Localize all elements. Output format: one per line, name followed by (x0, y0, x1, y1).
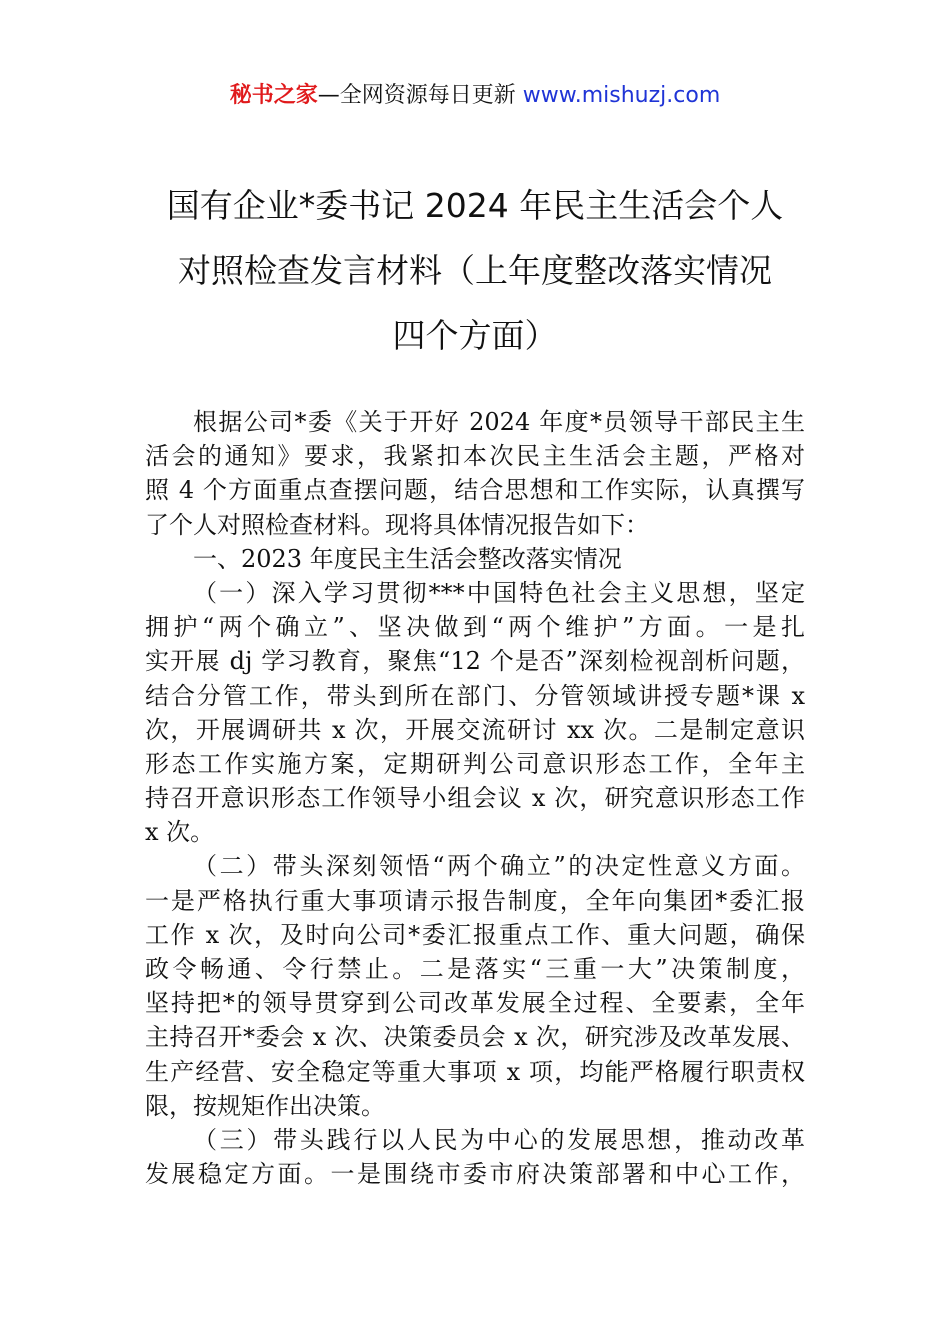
paragraph-line: （一）深入学习贯彻***中国特色社会主义思想，坚定 (193, 578, 805, 607)
header-tagline: —全网资源每日更新 (317, 83, 523, 108)
paragraph-line: 照 4 个方面重点查摆问题，结合思想和工作实际，认真撰写 (145, 476, 805, 505)
paragraph-line: 了个人对照检查材料。现将具体情况报告如下： (145, 510, 649, 539)
title-line: 四个方面） (392, 316, 558, 355)
paragraph-line: 一是严格执行重大事项请示报告制度，全年向集团*委汇报 (145, 886, 805, 915)
paragraph-line: （三）带头践行以人民为中心的发展思想，推动改革 (193, 1125, 805, 1154)
paragraph-line: 次，开展调研共 x 次，开展交流研讨 xx 次。二是制定意识 (145, 715, 805, 744)
paragraph-line: 生产经营、安全稳定等重大事项 x 项，均能严格履行职责权 (145, 1057, 805, 1086)
paragraph-line: x 次。 (145, 818, 215, 847)
paragraph-line: 拥护“两个确立”、坚决做到“两个维护”方面。一是扎 (145, 613, 805, 642)
paragraph-line: 实开展 dj 学习教育，聚焦“12 个是否”深刻检视剖析问题， (145, 647, 805, 676)
paragraph-line: 坚持把*的领导贯穿到公司改革发展全过程、全要素，全年 (145, 989, 805, 1018)
paragraph-line: （二）带头深刻领悟“两个确立”的决定性意义方面。 (193, 852, 805, 881)
paragraph-line: 根据公司*委《关于开好 2024 年度*员领导干部民主生 (193, 408, 805, 436)
paragraph-line: 形态工作实施方案，定期研判公司意识形态工作，全年主 (145, 749, 805, 778)
site-header (0, 80, 950, 112)
paragraph-line: 主持召开*委会 x 次、决策委员会 x 次，研究涉及改革发展、 (145, 1023, 805, 1052)
paragraph-line: 活会的通知》要求，我紧扣本次民主生活会主题，严格对 (145, 442, 805, 471)
document-title (95, 173, 855, 368)
brand-name: 秘书之家 (229, 83, 318, 108)
paragraph-line: 工作 x 次，及时向公司*委汇报重点工作、重大问题，确保 (145, 920, 805, 949)
title-line: 对照检查发言材料（上年度整改落实情况 (178, 251, 772, 290)
paragraph-line: 发展稳定方面。一是围绕市委市府决策部署和中心工作， (145, 1160, 805, 1189)
section-heading: 一、2023 年度民主生活会整改落实情况 (193, 544, 622, 573)
paragraph-line: 持召开意识形态工作领导小组会议 x 次，研究意识形态工作 (145, 784, 805, 813)
document-body (145, 405, 805, 1191)
site-url[interactable]: www.mishuzj.com (522, 83, 721, 108)
paragraph-line: 限，按规矩作出决策。 (145, 1091, 385, 1120)
paragraph-line: 政令畅通、令行禁止。二是落实“三重一大”决策制度， (145, 955, 805, 983)
paragraph-line: 结合分管工作，带头到所在部门、分管领域讲授专题*课 x (145, 681, 805, 710)
title-line: 国有企业*委书记 2024 年民主生活会个人 (166, 186, 784, 225)
